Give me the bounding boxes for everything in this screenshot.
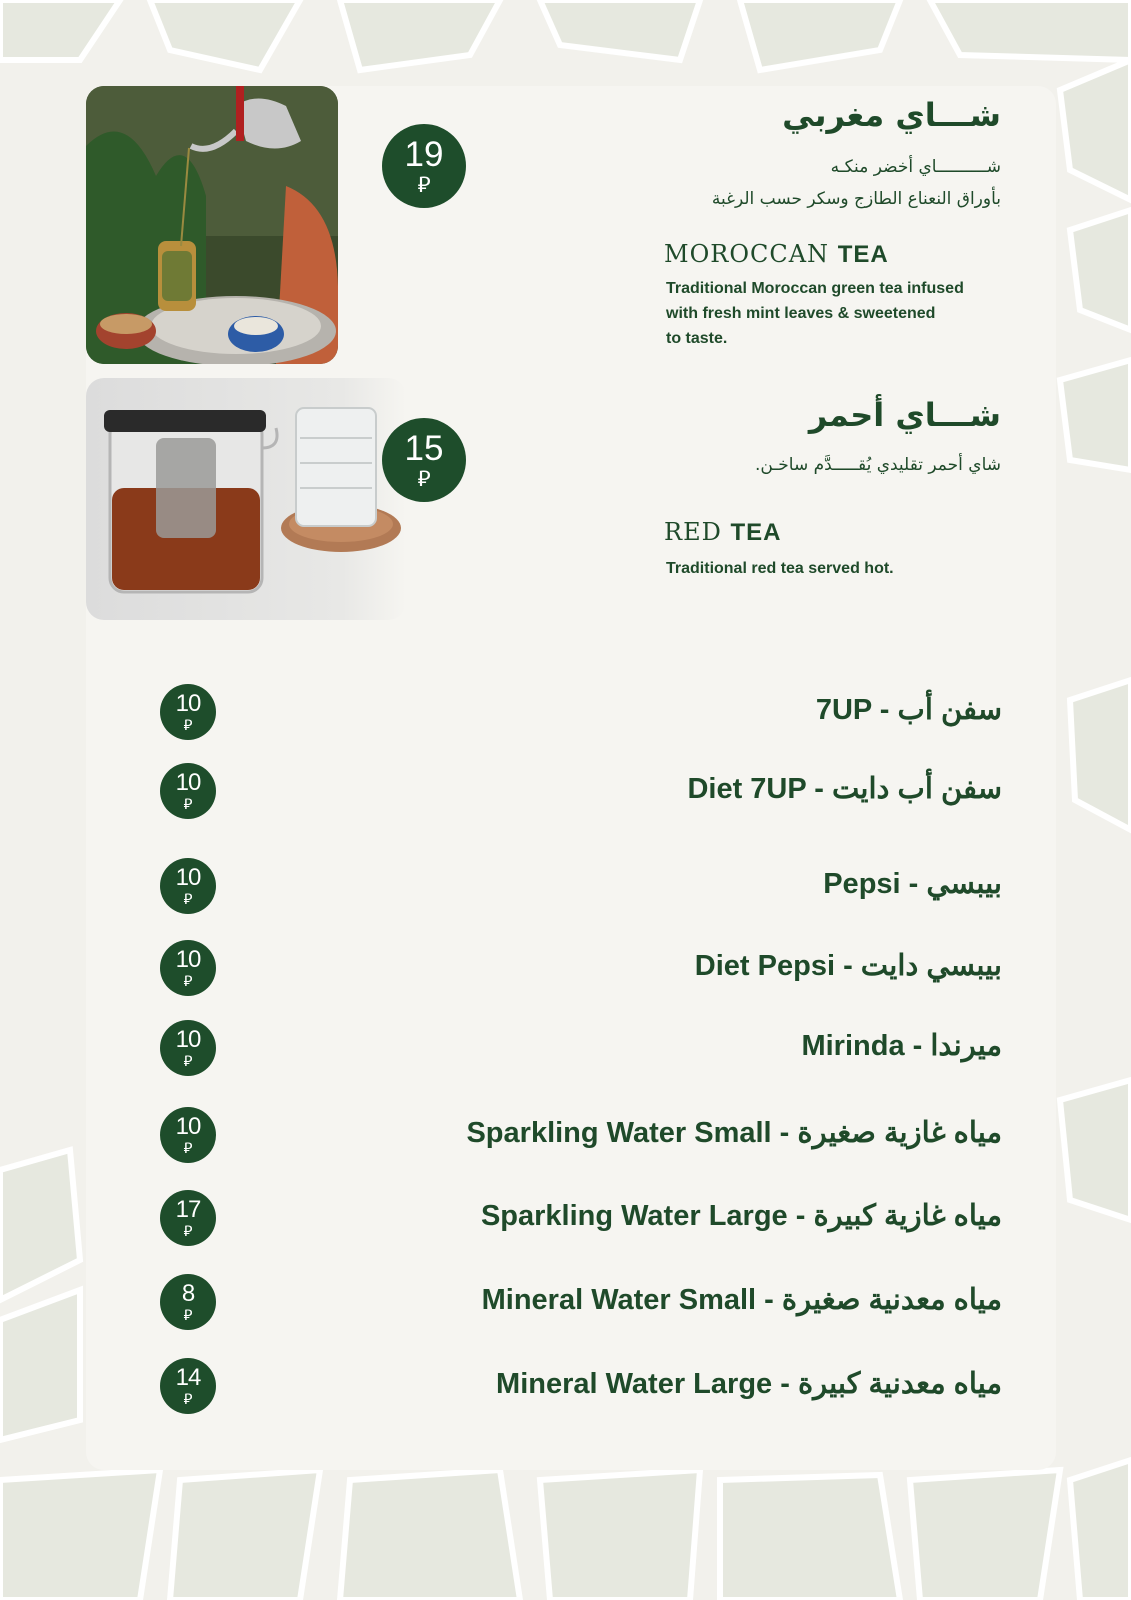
red-tea-desc-en [666, 556, 996, 581]
riyal-icon: ⃁ [183, 1139, 193, 1157]
moroccan-tea-title-ar: شـــاي مغربي [782, 96, 1001, 134]
price-value: 8 [181, 1279, 195, 1307]
price-badge [160, 684, 216, 740]
red-tea-price-badge [382, 418, 466, 502]
price-badge [160, 858, 216, 914]
desc-line: with fresh mint leaves & sweetened [666, 305, 936, 322]
drink-name: Sparkling Water Large - مياه غازية كبيرة [480, 1200, 1002, 1232]
red-tea-photo [86, 378, 406, 620]
moroccan-tea-desc-ar-2: بأوراق النعناع الطازج وسكر حسب الرغبة [711, 189, 1001, 209]
price-value: 17 [175, 1195, 201, 1223]
riyal-icon: ⃁ [183, 972, 193, 990]
desc-line: to taste. [666, 330, 728, 347]
price-value: 10 [175, 689, 201, 717]
drink-name: 7UP - سفن أب [815, 694, 1002, 726]
price-value: 19 [404, 134, 444, 174]
drink-item [160, 940, 1002, 1000]
red-tea-desc-ar: شاي أحمر تقليدي يُقـــــدَّم ساخـن. [754, 455, 1001, 475]
red-tea-title-en [664, 518, 781, 547]
drink-item [160, 858, 1002, 918]
drink-name: Mirinda - ميرندا [801, 1030, 1002, 1062]
riyal-icon: ⃁ [183, 890, 193, 908]
drink-item [160, 1274, 1002, 1334]
desc-line: Traditional red tea served hot. [666, 560, 894, 577]
price-badge [160, 940, 216, 996]
moroccan-tea-desc-ar-1: شــــــــــاي أخضر منكـه [830, 157, 1001, 177]
price-value: 10 [175, 863, 201, 891]
price-badge [160, 1358, 216, 1414]
price-value: 10 [175, 945, 201, 973]
red-tea-title-ar: شـــاي أحمر [808, 396, 1001, 434]
drink-name: Diet Pepsi - بيبسي دايت [694, 950, 1002, 982]
drink-item [160, 1358, 1002, 1418]
drink-name: Sparkling Water Small - مياه غازية صغيرة [466, 1117, 1002, 1149]
drink-item [160, 1107, 1002, 1167]
price-value: 15 [404, 428, 444, 468]
moroccan-tea-title-en [664, 240, 889, 269]
price-badge [160, 1020, 216, 1076]
drink-item [160, 684, 1002, 744]
price-badge [160, 1190, 216, 1246]
drink-name: Mineral Water Small - مياه معدنية صغيرة [481, 1284, 1002, 1316]
price-value: 14 [175, 1363, 201, 1391]
moroccan-tea-price-badge [382, 124, 466, 208]
riyal-icon: ⃁ [183, 716, 193, 734]
riyal-icon: ⃁ [183, 1390, 193, 1408]
price-badge [160, 763, 216, 819]
drink-name: Mineral Water Large - مياه معدنية كبيرة [496, 1368, 1002, 1400]
riyal-icon: ⃁ [183, 1052, 193, 1070]
riyal-icon: ⃁ [183, 1222, 193, 1240]
drink-item [160, 1020, 1002, 1080]
drink-item [160, 763, 1002, 823]
price-value: 10 [175, 1112, 201, 1140]
title-bold: TEA [837, 241, 889, 268]
price-badge [160, 1274, 216, 1330]
desc-line: Traditional Moroccan green tea infused [666, 280, 964, 297]
riyal-icon: ⃁ [417, 465, 431, 491]
title-light: MOROCCAN [664, 240, 830, 268]
title-bold: TEA [730, 519, 782, 546]
price-value: 10 [175, 1025, 201, 1053]
title-light: RED [664, 518, 722, 546]
price-badge [160, 1107, 216, 1163]
drink-item [160, 1190, 1002, 1250]
drink-name: Diet 7UP - سفن أب دايت [687, 773, 1002, 805]
riyal-icon: ⃁ [183, 1306, 193, 1324]
price-value: 10 [175, 768, 201, 796]
riyal-icon: ⃁ [183, 795, 193, 813]
riyal-icon: ⃁ [417, 171, 431, 197]
drink-name: Pepsi - بيبسي [823, 868, 1002, 900]
moroccan-tea-photo [86, 86, 338, 364]
moroccan-tea-desc-en [666, 276, 996, 351]
